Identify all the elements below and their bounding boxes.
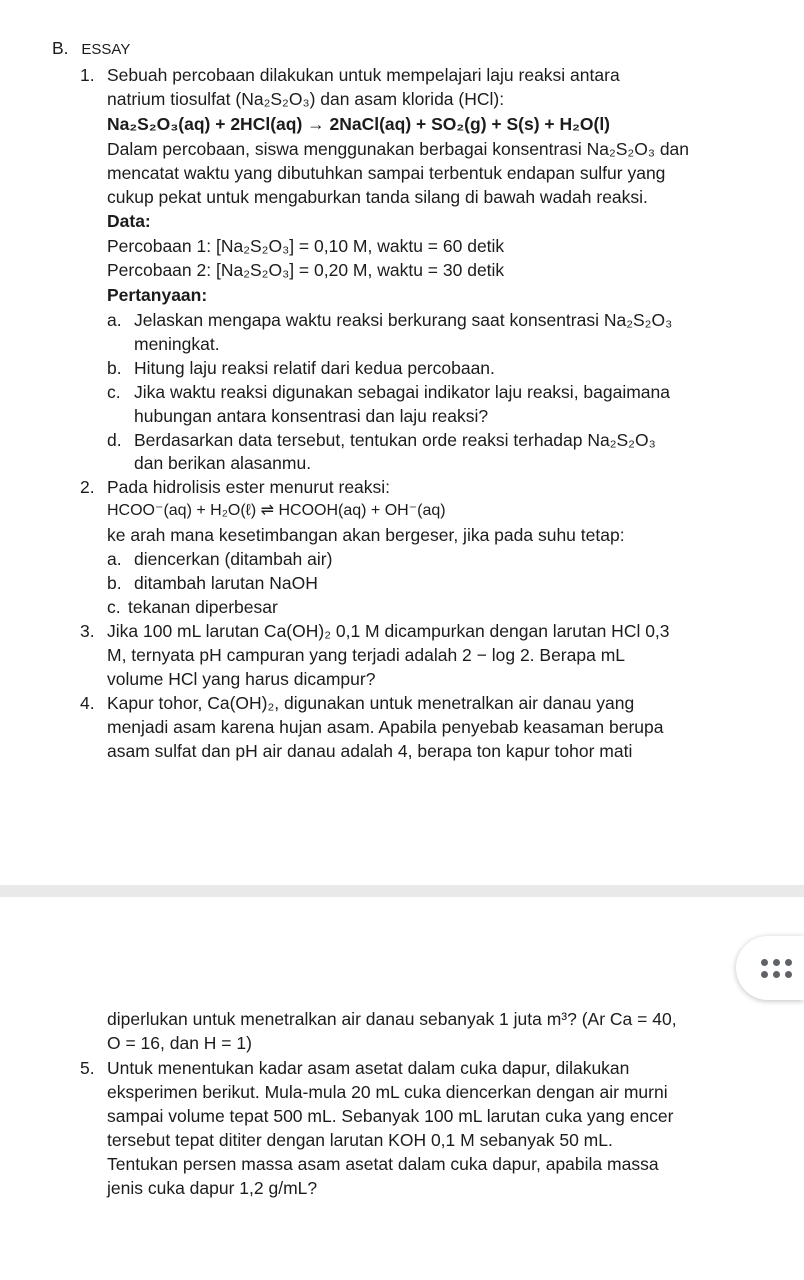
q4-line: asam sulfat dan pH air danau adalah 4, berapa ton kapur tohor mati: [107, 741, 633, 761]
page-divider: [0, 885, 804, 897]
q1-sub-d-line: dan berikan alasanmu.: [134, 453, 312, 473]
q1-sub-letter: c.: [107, 382, 121, 402]
section-letter: B.: [52, 38, 69, 58]
q4-continued-line: O = 16, dan H = 1): [107, 1033, 252, 1053]
q3-line: volume HCl yang harus dicampur?: [107, 669, 376, 689]
q5-line: eksperimen berikut. Mula-mula 20 mL cuka diencerkan dengan air murni: [107, 1082, 668, 1102]
q1-intro-line: Sebuah percobaan dilakukan untuk mempelajari laju reaksi antara: [107, 65, 620, 85]
q5-line: tersebut tepat dititer dengan larutan KOH 0,1 M sebanyak 50 mL.: [107, 1130, 613, 1150]
q1-sub-c-line: hubungan antara konsentrasi dan laju reaksi?: [134, 406, 489, 426]
q1-sub-letter: d.: [107, 430, 122, 450]
q2-sub-letter: b.: [107, 573, 122, 593]
q1-data-row: Percobaan 1: [Na₂S₂O₃] = 0,10 M, waktu = 60 detik: [107, 236, 505, 256]
q1-sub-d-line: Berdasarkan data tersebut, tentukan orde reaksi terhadap Na₂S₂O₃: [134, 430, 656, 450]
q1-data-heading: Data:: [107, 211, 151, 231]
q5-line: jenis cuka dapur 1,2 g/mL?: [107, 1178, 318, 1198]
q4-continued-line: diperlukan untuk menetralkan air danau sebanyak 1 juta m³? (Ar Ca = 40,: [107, 1009, 677, 1029]
q3-line: M, ternyata pH campuran yang terjadi adalah 2 − log 2. Berapa mL: [107, 645, 626, 665]
q2-equation: HCOO⁻(aq) + H₂O(ℓ) ⇌ HCOOH(aq) + OH⁻(aq): [107, 502, 446, 519]
q1-equation: Na₂S₂O₃(aq) + 2HCl(aq) → 2NaCl(aq) + SO₂(g) + S(s) + H₂O(l): [107, 114, 611, 134]
section-header: [52, 37, 130, 61]
page-bottom: [0, 897, 804, 1280]
q3-line: Jika 100 mL larutan Ca(OH)₂ 0,1 M dicampurkan dengan larutan HCl 0,3: [107, 621, 670, 641]
q2-sub-letter: a.: [107, 549, 122, 569]
q1-number: 1.: [80, 65, 95, 85]
q5-line: Untuk menentukan kadar asam asetat dalam cuka dapur, dilakukan: [107, 1058, 630, 1078]
q2-sub-letter: c.: [107, 597, 121, 617]
q1-sub-a-line: Jelaskan mengapa waktu reaksi berkurang saat konsentrasi Na₂S₂O₃: [134, 310, 673, 330]
q2-sub-text: tekanan diperbesar: [128, 597, 278, 617]
q1-description-line: mencatat waktu yang dibutuhkan sampai terbentuk endapan sulfur yang: [107, 163, 666, 183]
q1-description-line: Dalam percobaan, siswa menggunakan berbagai konsentrasi Na₂S₂O₃ dan: [107, 139, 690, 159]
q4-number: 4.: [80, 693, 95, 713]
q2-sub-text: diencerkan (ditambah air): [134, 549, 333, 569]
q1-sub-letter: a.: [107, 310, 122, 330]
q3-number: 3.: [80, 621, 95, 641]
q5-number: 5.: [80, 1058, 95, 1078]
q1-sub-a-line: meningkat.: [134, 334, 220, 354]
q4-line: Kapur tohor, Ca(OH)₂, digunakan untuk menetralkan air danau yang: [107, 693, 635, 713]
q5-line: sampai volume tepat 500 mL. Sebanyak 100 mL larutan cuka yang encer: [107, 1106, 674, 1126]
q1-intro-line: natrium tiosulfat (Na₂S₂O₃) dan asam klorida (HCl):: [107, 89, 505, 109]
q1-description-line: cukup pekat untuk mengaburkan tanda silang di bawah wadah reaksi.: [107, 187, 648, 207]
q2-number: 2.: [80, 477, 95, 497]
q1-sub-letter: b.: [107, 358, 122, 378]
q4-line: menjadi asam karena hujan asam. Apabila penyebab keasaman berupa: [107, 717, 664, 737]
q2-sub-text: ditambah larutan NaOH: [134, 573, 318, 593]
q5-line: Tentukan persen massa asam asetat dalam cuka dapur, apabila massa: [107, 1154, 659, 1174]
more-options-button[interactable]: [736, 936, 804, 1000]
q2-intro: Pada hidrolisis ester menurut reaksi:: [107, 477, 391, 497]
section-title: ESSAY: [81, 41, 131, 58]
q1-sub-c-line: Jika waktu reaksi digunakan sebagai indikator laju reaksi, bagaimana: [134, 382, 671, 402]
q1-data-row: Percobaan 2: [Na₂S₂O₃] = 0,20 M, waktu = 30 detik: [107, 260, 505, 280]
q1-questions-heading: Pertanyaan:: [107, 285, 208, 305]
q2-question: ke arah mana kesetimbangan akan bergeser, jika pada suhu tetap:: [107, 525, 625, 545]
q1-sub-b-line: Hitung laju reaksi relatif dari kedua percobaan.: [134, 358, 495, 378]
